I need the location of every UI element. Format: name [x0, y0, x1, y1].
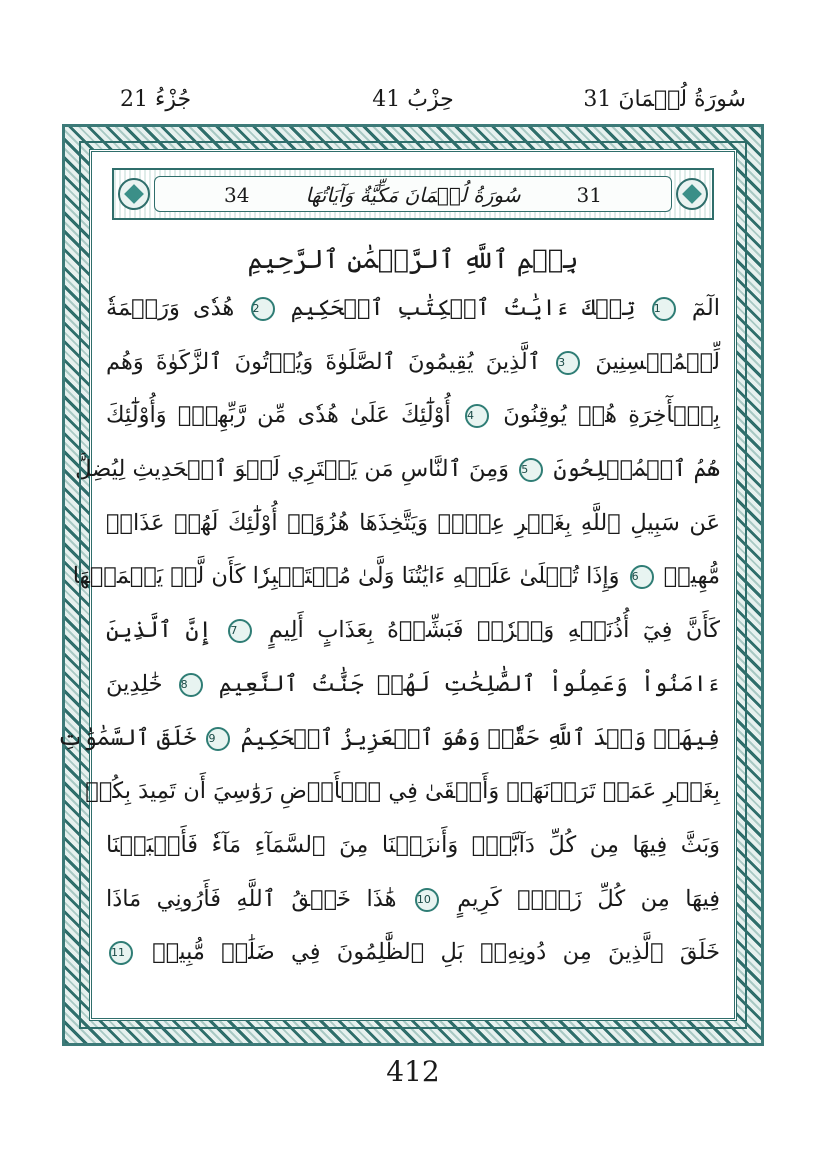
verse-number-marker: 4 — [465, 404, 489, 428]
basmala: بِسۡمِ ٱللَّهِ ٱلرَّحۡمَٰنِ ٱلرَّحِيمِ — [247, 245, 579, 275]
verse-text: عَن سَبِيلِ ٱللَّهِ بِغَيۡرِ عِلۡمٖ وَيَتَّخِذَهَا هُزُوًاۚ أُوْلَٰٓئِكَ لَهُمۡ عَذَابٞ — [106, 509, 720, 536]
surah-title-bar — [112, 168, 714, 220]
verse-line — [106, 497, 720, 551]
verse-text: فِيهَا مِن كُلِّ زَوۡجٖ كَرِيمٍ — [441, 885, 720, 912]
verse-text: بِٱلۡأٓخِرَةِ هُمۡ يُوقِنُونَ — [492, 402, 720, 429]
verse-number-marker: 10 — [415, 888, 439, 912]
verse-line — [106, 658, 720, 712]
surah-number: 31 — [576, 183, 602, 207]
verse-text: الٓمٓ — [678, 295, 720, 321]
verse-number-marker: 11 — [109, 941, 133, 965]
verse-number-marker: 9 — [206, 727, 230, 751]
verse-text: لِّلۡمُحۡسِنِينَ — [583, 348, 720, 375]
verse-lines — [57, 282, 720, 980]
verse-line — [57, 712, 720, 766]
verse-line — [106, 336, 720, 390]
verse-number-marker: 6 — [630, 565, 654, 589]
surah-label: 31 سُورَةُ لُقۡمَانَ — [583, 87, 746, 112]
text-area — [57, 149, 737, 1021]
verse-text: خَٰلِدِينَ — [106, 670, 176, 697]
verse-text: بِغَيۡرِ عَمَدٖ تَرَوۡنَهَاۖ وَأَلۡقَىٰ فِي ٱلۡأَرۡضِ رَوَٰسِيَ أَن تَمِيدَ بِكُمۡ — [85, 778, 720, 805]
page-header — [60, 82, 766, 122]
verse-line — [106, 282, 720, 336]
verse-text: مُّهِينٞ — [656, 563, 720, 590]
verse-text: هُمُ ٱلۡمُفۡلِحُونَ — [546, 456, 720, 483]
verse-line — [106, 873, 720, 927]
verse-text: هُدٗى وَرَحۡمَةٗ — [106, 295, 248, 321]
verse-text: وَمِنَ ٱلنَّاسِ مَن يَشۡتَرِي لَهۡوَ ٱلۡحَدِيثِ لِيُضِلَّ — [75, 456, 517, 483]
verse-number-marker: 3 — [556, 351, 580, 375]
verse-text: وَإِذَا تُتۡلَىٰ عَلَيۡهِ ءَايَٰتُنَا وَلَّىٰ مُسۡتَكۡبِرٗا كَأَن لَّمۡ يَسۡمَعۡهَا — [72, 563, 627, 590]
verse-line — [75, 443, 720, 497]
verse-text: فِيهَاۖ وَعۡدَ ٱللَّهِ حَقّٗاۚ وَهُوَ ٱلۡعَزِيزُ ٱلۡحَكِيمُ — [233, 724, 720, 751]
verse-text: ٱلَّذِينَ يُقِيمُونَ ٱلصَّلَوٰةَ وَيُؤۡتُونَ ٱلزَّكَوٰةَ وَهُم — [106, 348, 554, 375]
verse-text: تِلۡكَ ءَايَٰتُ ٱلۡكِتَٰبِ ٱلۡحَكِيمِ — [277, 295, 649, 321]
page-number: 412 — [386, 1055, 440, 1088]
hizb-label: حِزْبُ 41 — [372, 87, 454, 112]
verse-line — [72, 550, 720, 604]
verse-line — [106, 819, 720, 873]
verse-number-marker: 2 — [251, 297, 275, 321]
verse-text: إِنَّ ٱلَّذِينَ — [106, 617, 226, 644]
verse-number-marker: 7 — [228, 619, 252, 643]
verse-text: هَٰذَا خَلۡقُ ٱللَّهِ فَأَرُونِي مَاذَا — [106, 885, 412, 912]
verse-line — [106, 604, 720, 658]
verse-number-marker: 5 — [519, 458, 543, 482]
verse-text: كَأَنَّ فِيٓ أُذُنَيۡهِ وَقۡرٗاۖ فَبَشِّرۡهُ بِعَذَابٍ أَلِيمٍ — [255, 617, 720, 644]
verse-line — [85, 765, 720, 819]
verse-text: ءَامَنُواْ وَعَمِلُواْ ٱلصَّٰلِحَٰتِ لَهُمۡ جَنَّٰتُ ٱلنَّعِيمِ — [205, 670, 720, 697]
verse-text: خَلَقَ ٱلَّذِينَ مِن دُونِهِۦۚ بَلِ ٱلظَّٰلِمُونَ فِي ضَلَٰلٖ مُّبِينٖ — [136, 939, 720, 966]
verse-text: أُوْلَٰٓئِكَ عَلَىٰ هُدٗى مِّن رَّبِّهِمۡۖ وَأُوْلَٰٓئِكَ — [106, 402, 463, 429]
surah-title: سُورَةُ لُقۡمَانَ مَكِّيَّةٌ وَآيَاتُهَا — [305, 183, 521, 207]
juz-label: جُزْءُ 21 — [120, 87, 192, 112]
verse-number-marker: 8 — [179, 673, 203, 697]
verse-text: وَبَثَّ فِيهَا مِن كُلِّ دَآبَّةٖۚ وَأَنزَلۡنَا مِنَ ٱلسَّمَآءِ مَآءٗ فَأَنۢبَتۡنَا — [106, 831, 720, 858]
ornamental-border — [57, 124, 764, 1046]
ayah-count: 34 — [224, 183, 250, 207]
verse-line — [106, 389, 720, 443]
verse-number-marker: 1 — [652, 297, 676, 321]
verse-text: خَلَقَ ٱلسَّمَٰوَٰتِ — [57, 724, 204, 751]
verse-line — [106, 926, 720, 980]
